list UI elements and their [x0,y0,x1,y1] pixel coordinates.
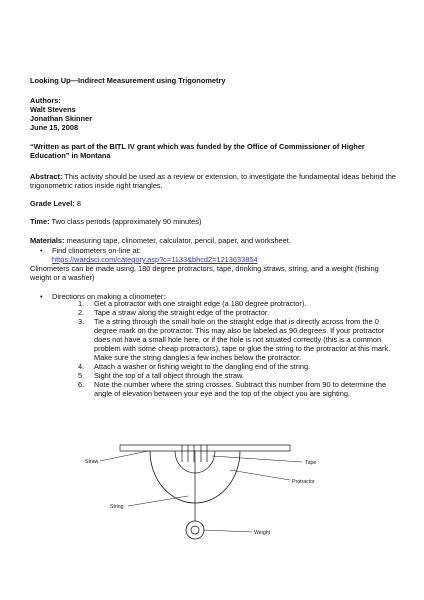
step-text: Get a protractor with one straight edge (a 180 degree protractor). [94,299,307,308]
author-name: Jonathan Skinner [30,114,93,123]
step-text: Sight the top of a tall object through the straw. [94,371,244,380]
step-text: Note the number where the string crosses. Subtract this number from 90 to determine the angle of elevation between your eye and the top of the object you are sighting. [94,380,387,398]
list-item [78,362,394,371]
author-name: Walt Stevens [30,105,76,114]
step-text: Attach a washer or fishing weight to the dangling end of the string. [94,362,311,371]
abstract-label: Abstract: [30,172,63,181]
tape-label: Tape [305,460,317,466]
clinometer-paragraph: Clinometers can be made using, 180 degree protractors, tape, drinking straws, string, and a weight (fishing weight or a washer) [30,264,379,282]
steps-list [78,299,394,398]
time-label: Time: [30,217,50,226]
document-date: June 15, 2008 [30,123,79,132]
string-label: String [110,504,124,510]
bullet-text: Directions on making a clinometer: [52,292,166,301]
grade-label: Grade Level: [30,199,75,208]
step-number: 2. [78,308,85,317]
abstract-section [30,172,396,190]
protractor-label: Protractor [292,479,315,485]
step-number: 4. [78,362,85,371]
list-item [78,308,394,317]
abstract-text: This activity should be used as a review or extension, to investigate the fundamental ideas behind the trigonometric ratios inside right triangles. [30,172,396,190]
bullet-dot: • [40,246,43,255]
list-item [78,380,394,398]
list-item [78,299,394,308]
step-number: 6. [78,380,85,389]
clinometer-diagram [80,440,340,565]
step-number: 3. [78,317,85,326]
time-section [30,217,201,226]
tape-marks [182,445,207,462]
grant-note: “Written as part of the BITL IV grant which was funded by the Office of Commissioner of Higher Education” in Montana [30,142,365,160]
weight-label: Weight [254,530,271,536]
bullet-dot: • [40,292,43,301]
grade-value: 8 [76,199,81,208]
authors-block [30,96,92,132]
step-text: Tape a straw along the straight edge of the protractor. [94,308,270,317]
time-value: Two class periods (approximately 90 minutes) [51,217,202,226]
authors-heading: Authors: [30,96,61,105]
weight-hole [191,526,199,534]
straw-label: Straw [85,459,99,465]
materials-section [30,236,396,245]
document-title: Looking Up—Indirect Measurement using Trigonometry [30,76,226,85]
weight-shape [186,521,204,539]
materials-label: Materials: [30,236,65,245]
materials-value: measuring tape, clinometer, calculator, pencil, paper, and worksheet. [66,236,291,245]
list-item [78,371,394,380]
clinometer-link[interactable]: https://wardsci.com/category.asp?c=1133&bhcd2=1213633854 [52,255,258,264]
step-text: Tie a string through the small hole on the straight edge that is directly across from the 0 degree mark on the protractor. This may also be labeled as 90 degrees. If your protractor does not have a small hole here, or if the hole is not situated correctly (this is a common problem with some cheap protractors), tape or glue the string to the protractor at this mark. Make sure the string dangles a few inches below the protractor. [94,317,391,362]
step-number: 1. [78,299,85,308]
step-number: 5. [78,371,85,380]
list-item [78,317,394,362]
leader-lines [100,451,302,532]
grade-level-section [30,199,81,208]
bullet-text: Find clinometers on-line at: [52,246,141,255]
straw-shape [120,445,290,451]
